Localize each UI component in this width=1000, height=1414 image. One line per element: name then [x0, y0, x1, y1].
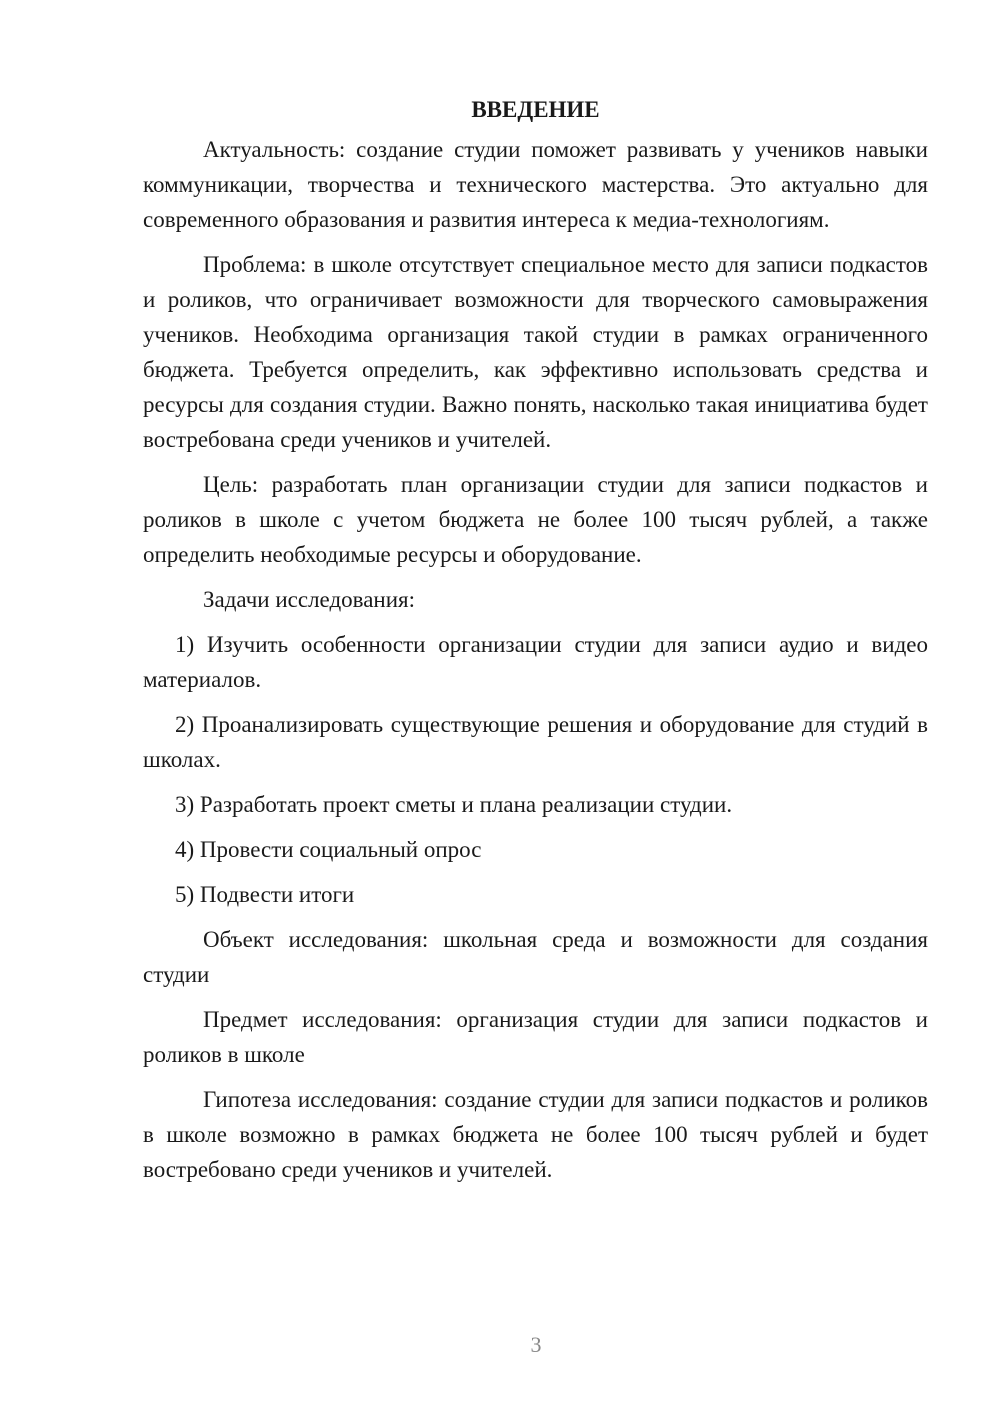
page-number: 3	[530, 1332, 542, 1357]
task-item-2: 2) Проанализировать существующие решения и оборудование для студий в школах.	[143, 712, 928, 772]
hypothesis-paragraph: Гипотеза исследования: создание студии для записи подкастов и роликов в школе возможно в рамках бюджета не более 100 тысяч рублей и будет востребовано среди учеников и учителей.	[143, 1087, 928, 1182]
goal-paragraph: Цель: разработать план организации студии для записи подкастов и роликов в школе с учетом бюджета не более 100 тысяч рублей, а также определить необходимые ресурсы и оборудование.	[143, 472, 928, 567]
research-object-paragraph: Объект исследования: школьная среда и возможности для создания студии	[143, 927, 928, 987]
relevance-paragraph: Актуальность: создание студии поможет развивать у учеников навыки коммуникации, творчества и технического мастерства. Это актуально для современного образования и развития интереса к медиа-технологиям.	[143, 137, 928, 232]
tasks-title: Задачи исследования:	[203, 587, 416, 612]
task-item-4: 4) Провести социальный опрос	[175, 837, 482, 862]
text-column	[143, 92, 928, 1197]
section-heading: ВВЕДЕНИЕ	[471, 97, 600, 122]
research-subject-paragraph: Предмет исследования: организация студии для записи подкастов и роликов в школе	[143, 1007, 928, 1067]
task-item-1: 1) Изучить особенности организации студии для записи аудио и видео материалов.	[143, 632, 928, 692]
task-item-3: 3) Разработать проект сметы и плана реализации студии.	[175, 792, 733, 817]
task-item-5: 5) Подвести итоги	[175, 882, 355, 907]
problem-paragraph: Проблема: в школе отсутствует специальное место для записи подкастов и роликов, что ограничивает возможности для творческого самовыражения учеников. Необходима организация такой студии в рамках ограниченного бюджета. Требуется определить, как эффективно использовать средства и ресурсы для создания студии. Важно понять, насколько такая инициатива будет востребована среди учеников и учителей.	[143, 252, 928, 452]
